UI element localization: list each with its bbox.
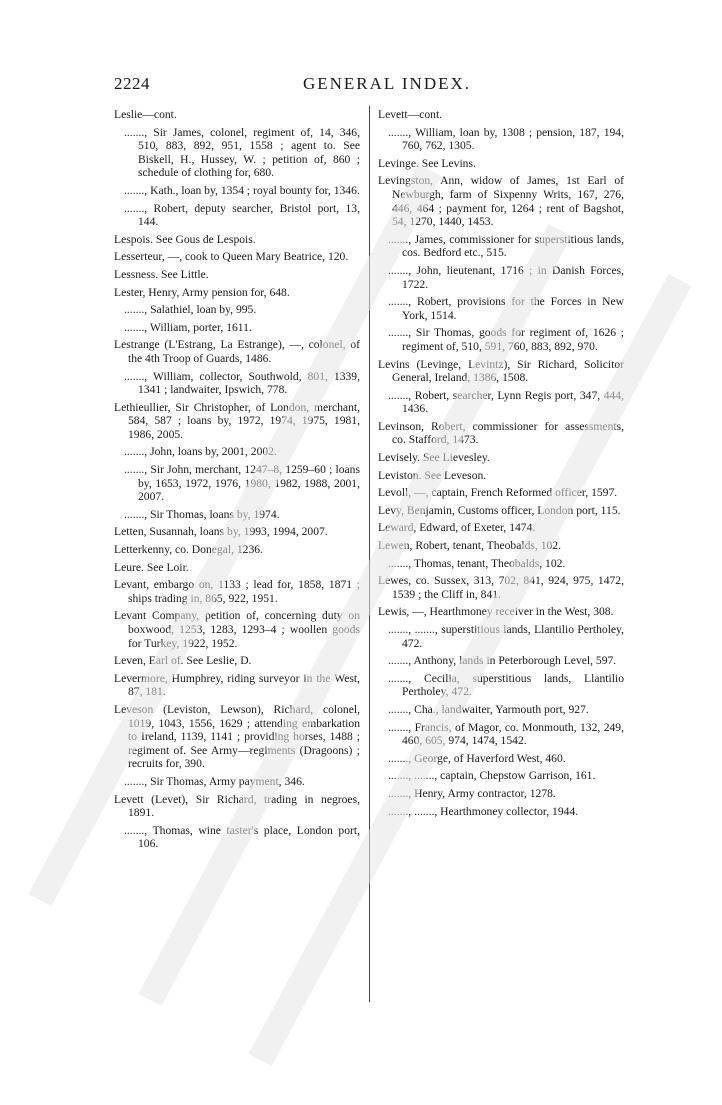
index-entry: ......., Salathiel, loan by, 995.: [124, 303, 257, 317]
index-entry: ......., Sir John, merchant, 1247–8, 1259–60 ; loans by, 1653, 1972, 1976, 1980, 1982, 1988, 2001, 2007.: [124, 463, 360, 504]
index-entry: ......., Sir Thomas, Army payment, 346.: [124, 774, 305, 788]
page-title: GENERAL INDEX.: [302, 74, 472, 93]
index-entry: ......., Henry, Army contractor, 1278.: [388, 786, 556, 800]
index-entry: ......., Cha., landwaiter, Yarmouth port, 927.: [388, 702, 589, 716]
index-column-left: [114, 108, 360, 855]
index-entry: Levins (Levinge, Levintz), Sir Richard, Solicitor General, Ireland, 1386, 1508.: [378, 357, 624, 385]
index-entry: ......., John, loans by, 2001, 2002.: [124, 445, 277, 459]
index-entry: Levant, embargo on, 1133 ; lead for, 1858, 1871 ; ships trading in, 865, 922, 1951.: [114, 578, 360, 605]
index-entry: ......., ......., captain, Chepstow Garrison, 161.: [388, 769, 596, 783]
index-entry: Lethieullier, Sir Christopher, of London, merchant, 584, 587 ; loans by, 1972, 1974, 1975, 1981, 1986, 2005.: [114, 400, 360, 441]
index-entry: Leveson (Leviston, Lewson), Richard, colonel, 1019, 1043, 1556, 1629 ; attending embarkation to Ireland, 1139, 1141 ; providing horses, 1488 ; regiment of. See Army—regiments (Dragoons) ; recruits for, 390.: [114, 702, 360, 771]
index-entry: Lessness. See Little.: [114, 267, 209, 281]
index-entry: ......., Sir James, colonel, regiment of, 14, 346, 510, 883, 892, 951, 1558 ; agent to. See Biskell, H., Hussey, W. ; petition of, 860 ; schedule of clothing for, 680.: [124, 125, 360, 180]
index-entry: Lestrange (L'Estrang, La Estrange), —, colonel, of the 4th Troop of Guards, 1486.: [114, 338, 360, 365]
index-entry: Leviston. See Leveson.: [378, 468, 487, 482]
index-entry: ......., George, of Haverford West, 460.: [388, 751, 566, 765]
index-entry: Lesserteur, —, cook to Queen Mary Beatrice, 120.: [114, 250, 349, 264]
index-entry: ......., William, collector, Southwold, 801, 1339, 1341 ; landwaiter, Ipswich, 778.: [124, 369, 360, 397]
index-entry: ......., John, lieutenant, 1716 ; in Danish Forces, 1722.: [388, 263, 624, 291]
index-entry: Levinge. See Levins.: [378, 156, 476, 170]
index-entry: Lewen, Robert, tenant, Theobalds, 102.: [378, 539, 561, 553]
index-entry: ......., Thomas, tenant, Theobalds, 102.: [388, 556, 566, 570]
page-number: 2224: [114, 74, 150, 93]
index-entry: Levisely. See Lievesley.: [378, 451, 490, 465]
index-entry: ......., Sir Thomas, loans by, 1974.: [124, 507, 280, 521]
index-entry: Levingston, Ann, widow of James, 1st Earl of Newburgh, farm of Sixpenny Writs, 167, 276, 446, 464 ; payment for, 1264 ; rent of Bagshot, 54, 1270, 1440, 1453.: [378, 174, 624, 229]
page-header: [114, 74, 660, 100]
index-entry: ......., William, loan by, 1308 ; pension, 187, 194, 760, 762, 1305.: [388, 125, 624, 153]
index-entry: Leslie—cont.: [114, 108, 177, 121]
index-entry: ......., Kath., loan by, 1354 ; royal bounty for, 1346.: [124, 183, 360, 197]
index-entry: Levett (Levet), Sir Richard, trading in negroes, 1891.: [114, 792, 360, 820]
index-entry: Letten, Susannah, loans by, 1993, 1994, 2007.: [114, 525, 328, 539]
index-entry: ......., Robert, provisions for the Forces in New York, 1514.: [388, 295, 624, 322]
index-column-right: [378, 108, 624, 822]
index-entry: Levy, Benjamin, Customs officer, London port, 115.: [378, 503, 621, 517]
index-entry: ......., William, porter, 1611.: [124, 320, 252, 334]
index-entry: ......., Anthony, lands in Peterborough Level, 597.: [388, 654, 617, 668]
index-entry: ......., Robert, deputy searcher, Bristol port, 13, 144.: [124, 201, 360, 229]
index-entry: ......., Sir Thomas, goods for regiment of, 1626 ; regiment of, 510, 591, 760, 883, 892, 970.: [388, 326, 624, 353]
index-entry: Levett—cont.: [378, 108, 443, 121]
index-entry: Letterkenny, co. Donegal, 1236.: [114, 543, 263, 557]
index-entry: ......., Cecilia, superstitious lands, Llantilio Pertholey, 472.: [388, 671, 624, 699]
index-entry: Lewis, —, Hearthmoney receiver in the West, 308.: [378, 605, 614, 619]
index-entry: ......., James, commissioner for superstitious lands, cos. Bedford etc., 515.: [388, 232, 624, 260]
index-entry: Levant Company, petition of, concerning duty on boxwood, 1253, 1283, 1293–4 ; woollen goods for Turkey, 1922, 1952.: [114, 609, 360, 650]
index-entry: Levoll, —, captain, French Reformed officer, 1597.: [378, 486, 618, 500]
index-entry: Levermore, Humphrey, riding surveyor in the West, 87, 181.: [114, 671, 360, 699]
index-entry: ......., ......., superstitious lands, Llantilio Pertholey, 472.: [388, 623, 624, 650]
column-divider: [369, 106, 370, 1002]
index-entry: Lewes, co. Sussex, 313, 702, 841, 924, 975, 1472, 1539 ; the Cliff in, 841.: [378, 574, 624, 601]
index-entry: Lester, Henry, Army pension for, 648.: [114, 285, 290, 299]
index-entry: ......., Thomas, wine taster's place, London port, 106.: [124, 823, 360, 851]
index-entry: Leure. See Loir.: [114, 560, 189, 574]
index-entry: Leward, Edward, of Exeter, 1474.: [378, 521, 536, 535]
index-entry: Leven, Earl of. See Leslie, D.: [114, 654, 252, 668]
index-entry: Levinson, Robert, commissioner for assessments, co. Stafford, 1473.: [378, 419, 624, 447]
index-entry: ......., Francis, of Magor, co. Monmouth, 132, 249, 460, 605, 974, 1474, 1542.: [388, 720, 624, 748]
index-entry: ......., ......., Hearthmoney collector, 1944.: [388, 804, 579, 818]
index-entry: Lespois. See Gous de Lespois.: [114, 232, 256, 246]
index-entry: ......., Robert, searcher, Lynn Regis port, 347, 444, 1436.: [388, 388, 624, 416]
